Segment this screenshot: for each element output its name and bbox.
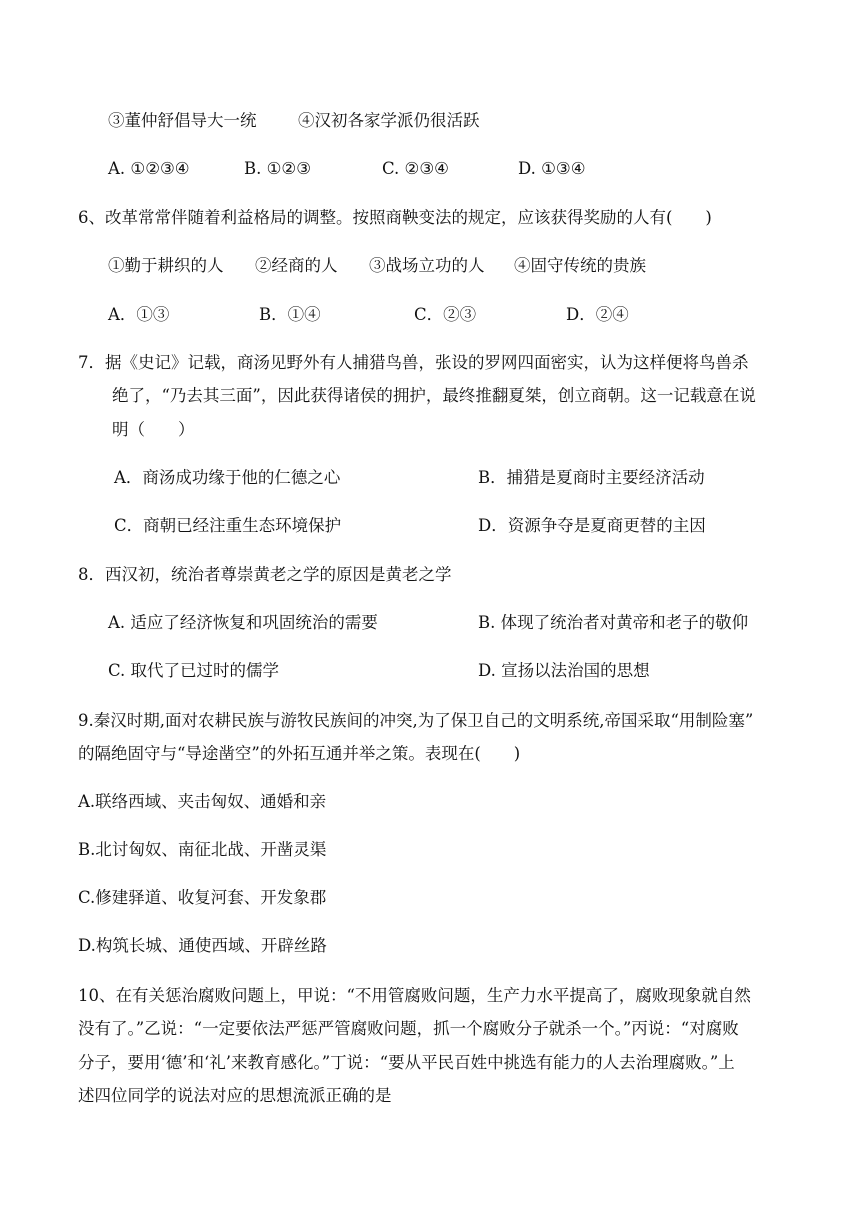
question-8-stem: 8．西汉初，统治者尊崇黄老之学的原因是黄老之学 [78,565,452,584]
q9-option-c: C.修建驿道、收复河套、开发象郡 [78,888,327,907]
q5-option-d: D. ①③④ [518,159,586,178]
q5-option-b: B. ①②③ [244,159,311,178]
q6-option-b: B．①④ [259,305,321,324]
question-10-line-4: 述四位同学的说法对应的思想流派正确的是 [78,1086,392,1105]
q7-option-c: C．商朝已经注重生态环境保护 [114,516,342,535]
question-7-stem-line-1: 7．据《史记》记载，商汤见野外有人捕猎鸟兽，张设的罗网四面密实，认为这样便将鸟兽杀 [78,353,749,372]
question-7-stem-line-3: 明（ ） [112,420,195,439]
q6-option-d: D．②④ [566,305,629,324]
q7-option-a: A．商汤成功缘于他的仁德之心 [114,468,341,487]
question-10-line-3: 分子，要用‘德’和‘礼’来教育感化。”丁说：“要从平民百姓中挑选有能力的人去治理腐败。”上 [78,1053,735,1072]
q8-option-d: D. 宣扬以法治国的思想 [478,661,650,680]
q7-option-d: D．资源争夺是夏商更替的主因 [478,516,706,535]
question-10-line-2: 没有了。”乙说：“一定要依法严惩严管腐败问题，抓一个腐败分子就杀一个。”丙说：“对腐败 [78,1019,739,1038]
question-6-stem: 6、改革常常伴随着利益格局的调整。按照商鞅变法的规定，应该获得奖励的人有( ) [78,208,712,227]
question-10-line-1: 10、在有关惩治腐败问题上，甲说：“不用管腐败问题，生产力水平提高了，腐败现象就自然 [78,986,751,1005]
q5-statement-4: ④汉初各家学派仍很活跃 [298,111,480,130]
q9-option-b: B.北讨匈奴、南征北战、开凿灵渠 [78,840,327,859]
question-9-stem-line-2: 的隔绝固守与“导途凿空”的外拓互通并举之策。表现在( ) [78,744,521,763]
q6-statement-4: ④固守传统的贵族 [514,256,646,275]
q5-option-a: A. ①②③④ [108,159,190,178]
q8-option-c: C. 取代了已过时的儒学 [108,661,280,680]
question-9-stem-line-1: 9.秦汉时期,面对农耕民族与游牧民族间的冲突,为了保卫自己的文明系统,帝国采取“用制险塞” [78,711,754,730]
q9-option-d: D.构筑长城、通使西域、开辟丝路 [78,936,327,955]
q6-statement-3: ③战场立功的人 [369,256,485,275]
q6-option-a: A．①③ [108,305,170,324]
q5-statement-3: ③董仲舒倡导大一统 [108,111,257,130]
question-7-stem-line-2: 绝了，“乃去其三面”，因此获得诸侯的拥护，最终推翻夏桀，创立商朝。这一记载意在说 [112,386,756,405]
q6-statement-1: ①勤于耕织的人 [108,256,224,275]
q9-option-a: A.联络西域、夹击匈奴、通婚和亲 [78,792,327,811]
q6-statement-2: ②经商的人 [255,256,338,275]
q8-option-b: B. 体现了统治者对黄帝和老子的敬仰 [478,613,749,632]
q6-option-c: C．②③ [414,305,477,324]
q8-option-a: A. 适应了经济恢复和巩固统治的需要 [108,613,378,632]
q5-option-c: C. ②③④ [382,159,449,178]
q7-option-b: B．捕猎是夏商时主要经济活动 [478,468,705,487]
